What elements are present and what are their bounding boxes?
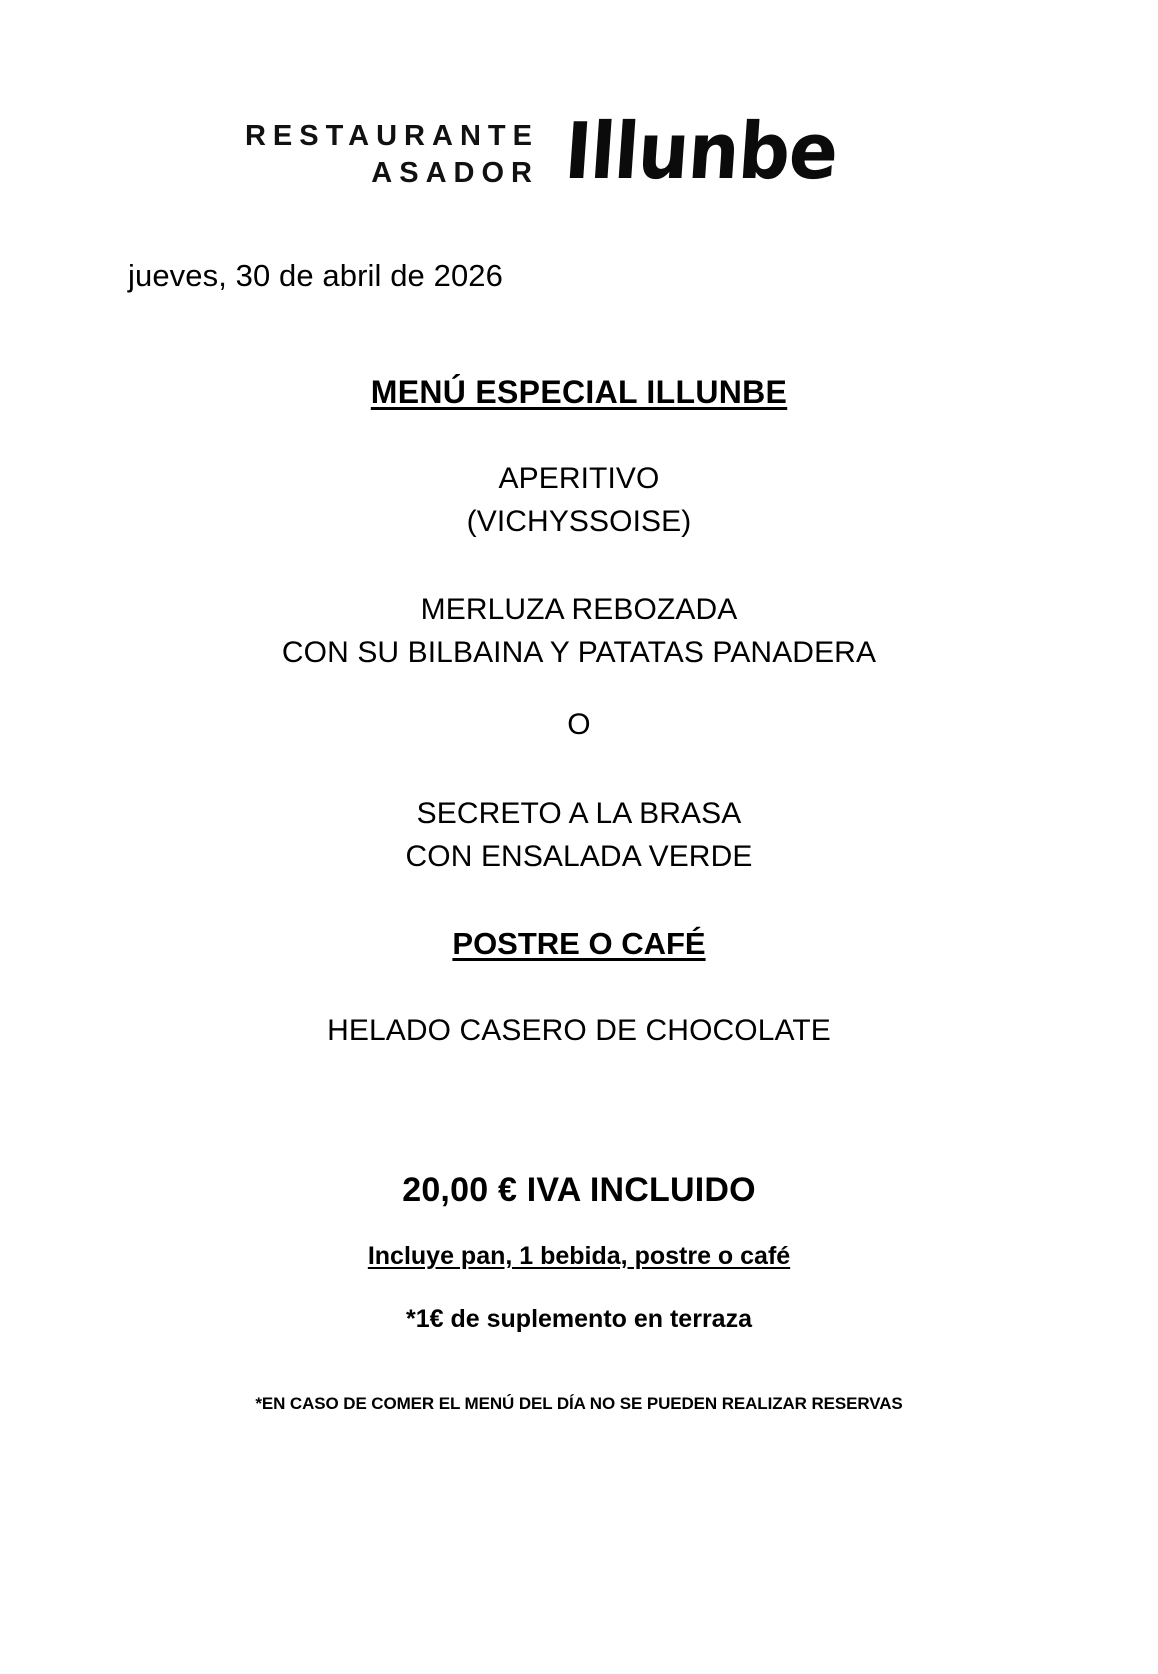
menu-includes: Incluye pan, 1 bebida, postre o café [367,1242,791,1271]
spacer [0,543,1158,589]
spacer [0,747,1158,793]
logo-word-restaurante: RESTAURANTE [244,120,539,152]
appetizer-detail: (VICHYSSOISE) [466,504,692,538]
option-separator: O [567,708,591,742]
dessert-item: HELADO CASERO DE CHOCOLATE [327,1014,831,1048]
spacer [0,1335,1158,1393]
spacer [0,1053,1158,1171]
appetizer-heading: APERITIVO [498,462,660,495]
menu-price: 20,00 € IVA INCLUIDO [402,1171,756,1210]
second-option-line2: CON ENSALADA VERDE [405,839,753,873]
first-option-line2: CON SU BILBAINA Y PATATAS PANADERA [281,635,877,669]
menu-title: MENÚ ESPECIAL ILLUNBE [370,374,788,410]
first-option-line1: MERLUZA REBOZADA [420,593,738,627]
logo-brand-illunbe: Illunbe [561,105,841,197]
spacer [0,674,1158,704]
spacer [0,1273,1158,1303]
reservation-footnote: *EN CASO DE COMER EL MENÚ DEL DÍA NO SE PUEDEN REALIZAR RESERVAS [255,1394,903,1414]
menu-content [0,372,1158,1415]
logo-inner [244,105,841,197]
spacer [0,412,1158,458]
logo-wordmark [245,118,539,192]
terrace-supplement: *1€ de suplemento en terraza [406,1304,752,1333]
dessert-section-title: POSTRE O CAFÉ [452,926,706,962]
spacer [0,1210,1158,1240]
restaurant-logo [0,105,1158,197]
spacer [0,878,1158,924]
logo-word-asador: ASADOR [371,157,539,190]
second-option-line1: SECRETO A LA BRASA [416,796,742,830]
spacer [0,964,1158,1010]
menu-date: jueves, 30 de abril de 2026 [128,258,503,293]
